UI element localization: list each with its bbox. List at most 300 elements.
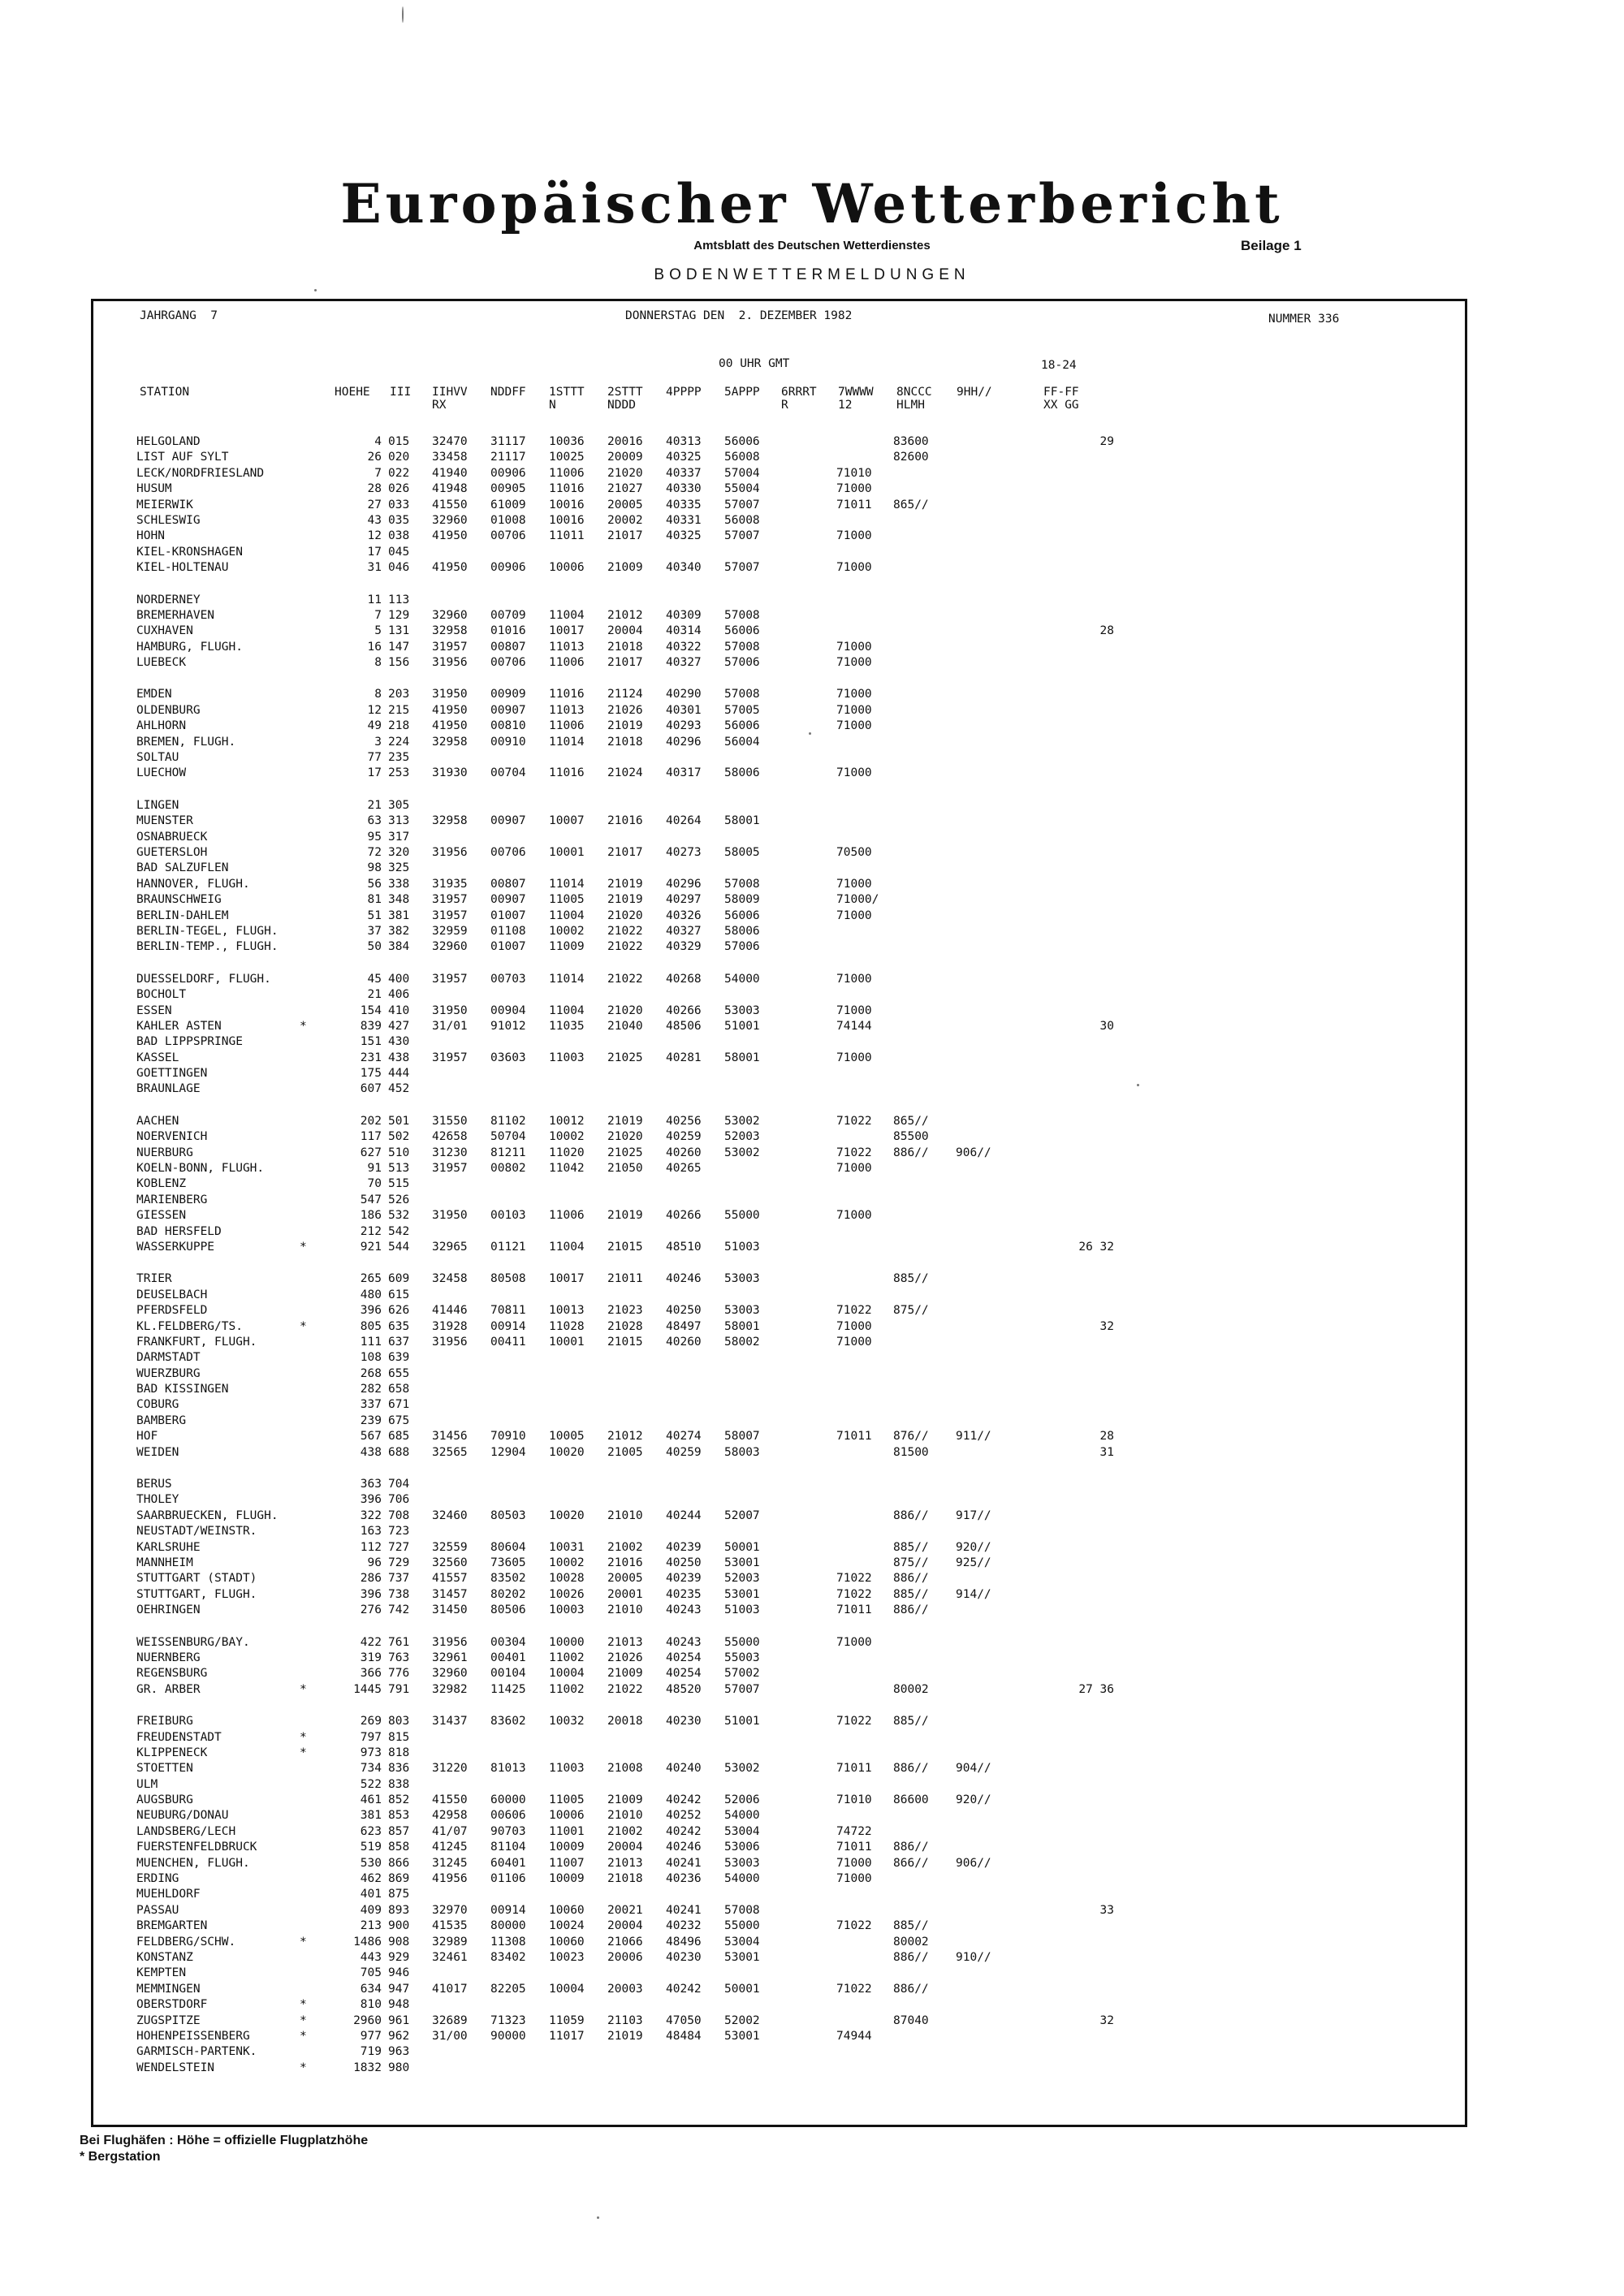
gust-values: 28 xyxy=(1099,1430,1114,1444)
station-number: 224 xyxy=(388,735,410,749)
group-nddff: 21117 xyxy=(490,451,526,464)
group-7wwww: 71000 xyxy=(836,766,872,780)
station-number: 384 xyxy=(388,940,410,954)
group-4pppp: 40250 xyxy=(666,1304,702,1318)
group-4pppp: 40266 xyxy=(666,1003,702,1017)
group-2sttt: 21018 xyxy=(607,640,643,654)
group-2sttt: 21022 xyxy=(607,1682,643,1696)
group-4pppp: 40325 xyxy=(666,529,702,543)
group-1sttt: 11014 xyxy=(549,877,585,891)
group-9hh: 904// xyxy=(956,1762,991,1776)
group-iihvv: 32960 xyxy=(432,608,468,622)
station-height: 112 xyxy=(360,1540,382,1554)
group-2sttt: 21022 xyxy=(607,924,643,938)
table-row xyxy=(0,688,1624,703)
scan-mark xyxy=(809,732,811,735)
station-number: 544 xyxy=(388,1240,410,1254)
station-height: 480 xyxy=(360,1288,382,1301)
group-4pppp: 40230 xyxy=(666,1950,702,1964)
station-number: 980 xyxy=(388,2061,410,2074)
group-1sttt: 10032 xyxy=(549,1715,585,1728)
group-nddff: 81104 xyxy=(490,1841,526,1854)
station-height: 27 xyxy=(367,498,382,511)
group-iihvv: 31935 xyxy=(432,877,468,891)
group-5appp: 58009 xyxy=(724,893,760,907)
group-1sttt: 11016 xyxy=(549,766,585,780)
group-5appp: 53004 xyxy=(724,1824,760,1838)
group-9hh: 914// xyxy=(956,1587,991,1601)
group-nddff: 00907 xyxy=(490,703,526,717)
group-1sttt: 11059 xyxy=(549,2013,585,2027)
station-name: BAD HERSFELD xyxy=(136,1224,222,1238)
station-height: 530 xyxy=(360,1856,382,1870)
observations-table xyxy=(0,435,1624,2077)
station-name: BREMEN, FLUGH. xyxy=(136,735,236,749)
station-name: STUTTGART (STADT) xyxy=(136,1572,257,1586)
group-9hh: 906// xyxy=(956,1856,991,1870)
group-1sttt: 11004 xyxy=(549,1240,585,1254)
station-height: 56 xyxy=(367,877,382,891)
group-7wwww: 71022 xyxy=(836,1146,872,1159)
group-4pppp: 40327 xyxy=(666,656,702,670)
station-name: AHLHORN xyxy=(136,719,187,733)
group-iihvv: 41550 xyxy=(432,498,468,511)
station-height: 973 xyxy=(360,1746,382,1759)
table-row xyxy=(0,973,1624,988)
group-iihvv: 41550 xyxy=(432,1793,468,1807)
station-height: 921 xyxy=(360,1240,382,1254)
station-height: 7 xyxy=(374,608,382,622)
group-8nccc: 81500 xyxy=(893,1445,929,1459)
group-iihvv: 31957 xyxy=(432,1162,468,1176)
group-2sttt: 21020 xyxy=(607,908,643,922)
group-1sttt: 11017 xyxy=(549,2029,585,2043)
station-name: WASSERKUPPE xyxy=(136,1240,215,1254)
group-8nccc: 87040 xyxy=(893,2013,929,2027)
group-nddff: 81102 xyxy=(490,1114,526,1128)
col-header-station: STATION xyxy=(140,386,190,399)
station-height: 43 xyxy=(367,513,382,527)
group-2sttt: 21009 xyxy=(607,561,643,575)
station-height: 45 xyxy=(367,972,382,986)
group-1sttt: 10006 xyxy=(549,1809,585,1823)
station-name: PFERDSFELD xyxy=(136,1304,208,1318)
table-row xyxy=(0,988,1624,1003)
table-row xyxy=(0,751,1624,766)
station-number: 776 xyxy=(388,1667,410,1681)
station-height: 396 xyxy=(360,1493,382,1507)
group-8nccc: 865// xyxy=(893,498,929,511)
table-row xyxy=(0,1020,1624,1035)
station-height: 37 xyxy=(367,924,382,938)
station-number: 382 xyxy=(388,924,410,938)
group-5appp: 53003 xyxy=(724,1856,760,1870)
group-nddff: 01016 xyxy=(490,624,526,638)
station-height: 26 xyxy=(367,451,382,464)
group-1sttt: 11013 xyxy=(549,703,585,717)
table-row xyxy=(0,1035,1624,1051)
station-name: NEUBURG/DONAU xyxy=(136,1809,229,1823)
station-height: 4 xyxy=(374,435,382,448)
group-nddff: 81211 xyxy=(490,1146,526,1159)
group-5appp: 58002 xyxy=(724,1335,760,1349)
station-number: 658 xyxy=(388,1383,410,1396)
table-row xyxy=(0,1715,1624,1730)
group-5appp: 57006 xyxy=(724,656,760,670)
group-1sttt: 10016 xyxy=(549,498,585,511)
group-5appp: 57007 xyxy=(724,561,760,575)
group-7wwww: 71011 xyxy=(836,1841,872,1854)
group-8nccc: 886// xyxy=(893,1572,929,1586)
group-nddff: 00906 xyxy=(490,561,526,575)
group-nddff: 00704 xyxy=(490,766,526,780)
group-2sttt: 21019 xyxy=(607,719,643,733)
group-2sttt: 21019 xyxy=(607,2029,643,2043)
station-number: 400 xyxy=(388,972,410,986)
station-name: DEUSELBACH xyxy=(136,1288,208,1301)
station-name: OLDENBURG xyxy=(136,703,201,717)
group-8nccc: 85500 xyxy=(893,1130,929,1144)
station-name: FELDBERG/SCHW. xyxy=(136,1935,236,1949)
table-row xyxy=(0,1209,1624,1224)
station-number: 305 xyxy=(388,798,410,812)
group-nddff: 80000 xyxy=(490,1919,526,1933)
station-number: 609 xyxy=(388,1272,410,1286)
station-number: 015 xyxy=(388,435,410,448)
group-iihvv: 31/00 xyxy=(432,2029,468,2043)
group-4pppp: 40301 xyxy=(666,703,702,717)
station-name: STOETTEN xyxy=(136,1762,193,1776)
group-4pppp: 40250 xyxy=(666,1556,702,1569)
group-7wwww: 71000 xyxy=(836,972,872,986)
group-iihvv: 31930 xyxy=(432,766,468,780)
group-4pppp: 40241 xyxy=(666,1856,702,1870)
table-row xyxy=(0,1082,1624,1098)
station-number: 615 xyxy=(388,1288,410,1301)
station-name: WUERZBURG xyxy=(136,1366,201,1380)
station-number: 908 xyxy=(388,1935,410,1949)
station-number: 836 xyxy=(388,1762,410,1776)
group-iihvv: 31/01 xyxy=(432,1019,468,1033)
group-7wwww: 71000 xyxy=(836,1051,872,1064)
group-5appp: 53002 xyxy=(724,1114,760,1128)
group-nddff: 00703 xyxy=(490,972,526,986)
station-name: FRANKFURT, FLUGH. xyxy=(136,1335,257,1349)
group-nddff: 00807 xyxy=(490,877,526,891)
station-height: 269 xyxy=(360,1715,382,1728)
group-1sttt: 10001 xyxy=(549,845,585,859)
group-iihvv: 32961 xyxy=(432,1651,468,1664)
group-8nccc: 885// xyxy=(893,1919,929,1933)
group-1sttt: 10025 xyxy=(549,451,585,464)
station-height: 381 xyxy=(360,1809,382,1823)
group-nddff: 00802 xyxy=(490,1162,526,1176)
group-iihvv: 41017 xyxy=(432,1982,468,1996)
group-4pppp: 40260 xyxy=(666,1146,702,1159)
group-1sttt: 11002 xyxy=(549,1651,585,1664)
group-2sttt: 21015 xyxy=(607,1240,643,1254)
group-2sttt: 20021 xyxy=(607,1903,643,1917)
station-height: 268 xyxy=(360,1366,382,1380)
group-5appp: 57004 xyxy=(724,466,760,480)
group-2sttt: 21020 xyxy=(607,1130,643,1144)
group-nddff: 91012 xyxy=(490,1019,526,1033)
table-row xyxy=(0,940,1624,956)
group-nddff: 00706 xyxy=(490,529,526,543)
station-name: COBURG xyxy=(136,1398,179,1412)
observation-time: 00 UHR GMT xyxy=(719,357,790,370)
station-number: 427 xyxy=(388,1019,410,1033)
group-7wwww: 71010 xyxy=(836,466,872,480)
station-number: 038 xyxy=(388,529,410,543)
group-iihvv: 32958 xyxy=(432,624,468,638)
supplement-label: Beilage 1 xyxy=(1241,238,1302,253)
col-header-nddff: NDDFF xyxy=(490,386,526,399)
table-row xyxy=(0,736,1624,751)
station-number: 381 xyxy=(388,908,410,922)
table-row xyxy=(0,641,1624,656)
group-1sttt: 10002 xyxy=(549,924,585,938)
station-height: 70 xyxy=(367,1177,382,1191)
group-2sttt: 21005 xyxy=(607,1445,643,1459)
group-9hh: 911// xyxy=(956,1430,991,1444)
station-height: 1445 xyxy=(353,1682,382,1696)
group-nddff: 11308 xyxy=(490,1935,526,1949)
table-row xyxy=(0,909,1624,925)
issue-number: NUMMER 336 xyxy=(1268,313,1340,326)
group-4pppp: 40340 xyxy=(666,561,702,575)
group-nddff: 01108 xyxy=(490,924,526,938)
group-iihvv: 31950 xyxy=(432,1209,468,1223)
group-4pppp: 40325 xyxy=(666,451,702,464)
table-row xyxy=(0,2061,1624,2077)
group-2sttt: 20001 xyxy=(607,1587,643,1601)
group-7wwww: 71000 xyxy=(836,703,872,717)
station-name: TRIER xyxy=(136,1272,172,1286)
table-row xyxy=(0,1936,1624,1951)
station-number: 763 xyxy=(388,1651,410,1664)
station-number: 947 xyxy=(388,1982,410,1996)
group-iihvv: 32689 xyxy=(432,2013,468,2027)
group-4pppp: 40241 xyxy=(666,1903,702,1917)
station-number: 688 xyxy=(388,1445,410,1459)
group-7wwww: 71022 xyxy=(836,1982,872,1996)
station-number: 961 xyxy=(388,2013,410,2027)
station-height: 977 xyxy=(360,2029,382,2043)
wind-period: 18-24 xyxy=(1041,359,1077,372)
group-5appp: 53004 xyxy=(724,1935,760,1949)
group-4pppp: 40329 xyxy=(666,940,702,954)
group-5appp: 53006 xyxy=(724,1841,760,1854)
group-iihvv: 32565 xyxy=(432,1445,468,1459)
group-1sttt: 10060 xyxy=(549,1903,585,1917)
station-name: WEIDEN xyxy=(136,1445,179,1459)
group-iihvv: 41950 xyxy=(432,703,468,717)
table-row xyxy=(0,766,1624,782)
station-number: 853 xyxy=(388,1809,410,1823)
group-5appp: 51001 xyxy=(724,1715,760,1728)
station-number: 708 xyxy=(388,1508,410,1522)
group-2sttt: 21002 xyxy=(607,1540,643,1554)
group-2sttt: 21027 xyxy=(607,482,643,496)
group-2sttt: 21010 xyxy=(607,1603,643,1617)
group-iihvv: 41940 xyxy=(432,466,468,480)
group-iihvv: 31928 xyxy=(432,1319,468,1333)
group-5appp: 50001 xyxy=(724,1982,760,1996)
group-5appp: 53001 xyxy=(724,1950,760,1964)
group-5appp: 55004 xyxy=(724,482,760,496)
group-7wwww: 71000 xyxy=(836,561,872,575)
station-number: 963 xyxy=(388,2045,410,2059)
group-5appp: 56006 xyxy=(724,624,760,638)
station-number: 203 xyxy=(388,688,410,701)
group-9hh: 920// xyxy=(956,1540,991,1554)
table-row xyxy=(0,1683,1624,1698)
footnote-airports: Bei Flughäfen : Höhe = offizielle Flugplatzhöhe xyxy=(80,2134,369,2147)
station-number: 131 xyxy=(388,624,410,638)
group-4pppp: 40239 xyxy=(666,1540,702,1554)
table-row xyxy=(0,467,1624,482)
group-2sttt: 20006 xyxy=(607,1950,643,1964)
table-row xyxy=(0,1809,1624,1824)
group-5appp: 55000 xyxy=(724,1209,760,1223)
group-iihvv: 31950 xyxy=(432,1003,468,1017)
group-5appp: 58006 xyxy=(724,766,760,780)
group-4pppp: 40236 xyxy=(666,1872,702,1886)
group-nddff: 82205 xyxy=(490,1982,526,1996)
group-5appp: 57007 xyxy=(724,498,760,511)
gust-values: 26 32 xyxy=(1078,1240,1114,1254)
group-iihvv: 32458 xyxy=(432,1272,468,1286)
col-header-5appp: 5APPP xyxy=(724,386,760,399)
group-5appp: 57007 xyxy=(724,1682,760,1696)
group-7wwww: 74722 xyxy=(836,1824,872,1838)
group-1sttt: 11011 xyxy=(549,529,585,543)
station-number: 675 xyxy=(388,1413,410,1427)
col-header-7wwww: 7WWWW 12 xyxy=(838,386,874,412)
station-number: 502 xyxy=(388,1130,410,1144)
table-row xyxy=(0,1793,1624,1809)
station-number: 338 xyxy=(388,877,410,891)
station-name: BERLIN-DAHLEM xyxy=(136,908,229,922)
group-4pppp: 40330 xyxy=(666,482,702,496)
table-row xyxy=(0,1398,1624,1413)
station-number: 962 xyxy=(388,2029,410,2043)
group-1sttt: 10002 xyxy=(549,1556,585,1569)
station-name: PASSAU xyxy=(136,1903,179,1917)
station-height: 286 xyxy=(360,1572,382,1586)
group-2sttt: 21011 xyxy=(607,1272,643,1286)
table-row xyxy=(0,1983,1624,1998)
group-2sttt: 21018 xyxy=(607,735,643,749)
station-height: 705 xyxy=(360,1966,382,1980)
group-nddff: 50704 xyxy=(490,1130,526,1144)
station-name: REGENSBURG xyxy=(136,1667,208,1681)
group-7wwww: 71000 xyxy=(836,1003,872,1017)
group-nddff: 00401 xyxy=(490,1651,526,1664)
group-1sttt: 10031 xyxy=(549,1540,585,1554)
group-iihvv: 32470 xyxy=(432,435,468,448)
group-nddff: 73605 xyxy=(490,1556,526,1569)
group-4pppp: 40327 xyxy=(666,924,702,938)
station-height: 409 xyxy=(360,1903,382,1917)
table-row xyxy=(0,656,1624,671)
station-number: 635 xyxy=(388,1319,410,1333)
group-1sttt: 10003 xyxy=(549,1603,585,1617)
group-1sttt: 10020 xyxy=(549,1445,585,1459)
table-row xyxy=(0,831,1624,846)
group-nddff: 00907 xyxy=(490,893,526,907)
group-4pppp: 40293 xyxy=(666,719,702,733)
group-1sttt: 11006 xyxy=(549,466,585,480)
group-nddff: 01121 xyxy=(490,1240,526,1254)
group-2sttt: 20018 xyxy=(607,1715,643,1728)
group-5appp: 57008 xyxy=(724,1903,760,1917)
station-height: 212 xyxy=(360,1224,382,1238)
group-4pppp: 48520 xyxy=(666,1682,702,1696)
station-height: 627 xyxy=(360,1146,382,1159)
group-1sttt: 11006 xyxy=(549,719,585,733)
group-iihvv: 31957 xyxy=(432,640,468,654)
group-5appp: 56008 xyxy=(724,451,760,464)
group-iihvv: 41948 xyxy=(432,482,468,496)
station-number: 532 xyxy=(388,1209,410,1223)
group-8nccc: 875// xyxy=(893,1556,929,1569)
group-nddff: 90703 xyxy=(490,1824,526,1838)
gust-values: 33 xyxy=(1099,1903,1114,1917)
table-row xyxy=(0,1430,1624,1445)
table-row xyxy=(0,2014,1624,2030)
group-4pppp: 40314 xyxy=(666,624,702,638)
group-2sttt: 20009 xyxy=(607,451,643,464)
table-row xyxy=(0,1177,1624,1193)
col-header-9hh: 9HH// xyxy=(957,386,992,399)
station-number: 626 xyxy=(388,1304,410,1318)
group-4pppp: 48484 xyxy=(666,2029,702,2043)
group-2sttt: 21008 xyxy=(607,1762,643,1776)
table-row xyxy=(0,1556,1624,1572)
table-row xyxy=(0,1146,1624,1162)
group-nddff: 00914 xyxy=(490,1903,526,1917)
group-1sttt: 11003 xyxy=(549,1762,585,1776)
group-2sttt: 20005 xyxy=(607,498,643,511)
group-2sttt: 21017 xyxy=(607,656,643,670)
station-name: GARMISCH-PARTENK. xyxy=(136,2045,257,2059)
table-row xyxy=(0,1367,1624,1383)
table-row xyxy=(0,861,1624,877)
group-4pppp: 40259 xyxy=(666,1445,702,1459)
group-2sttt: 20016 xyxy=(607,435,643,448)
station-number: 858 xyxy=(388,1841,410,1854)
group-1sttt: 11013 xyxy=(549,640,585,654)
station-name: KEMPTEN xyxy=(136,1966,187,1980)
station-height: 17 xyxy=(367,766,382,780)
station-number: 704 xyxy=(388,1478,410,1491)
station-height: 11 xyxy=(367,593,382,606)
station-height: 567 xyxy=(360,1430,382,1444)
group-nddff: 83502 xyxy=(490,1572,526,1586)
station-height: 519 xyxy=(360,1841,382,1854)
group-5appp: 57007 xyxy=(724,529,760,543)
station-number: 852 xyxy=(388,1793,410,1807)
station-name: LANDSBERG/LECH xyxy=(136,1824,236,1838)
station-height: 231 xyxy=(360,1051,382,1064)
station-name: ESSEN xyxy=(136,1003,172,1017)
station-number: 113 xyxy=(388,593,410,606)
station-number: 320 xyxy=(388,845,410,859)
group-7wwww: 71000 xyxy=(836,482,872,496)
station-number: 742 xyxy=(388,1603,410,1617)
